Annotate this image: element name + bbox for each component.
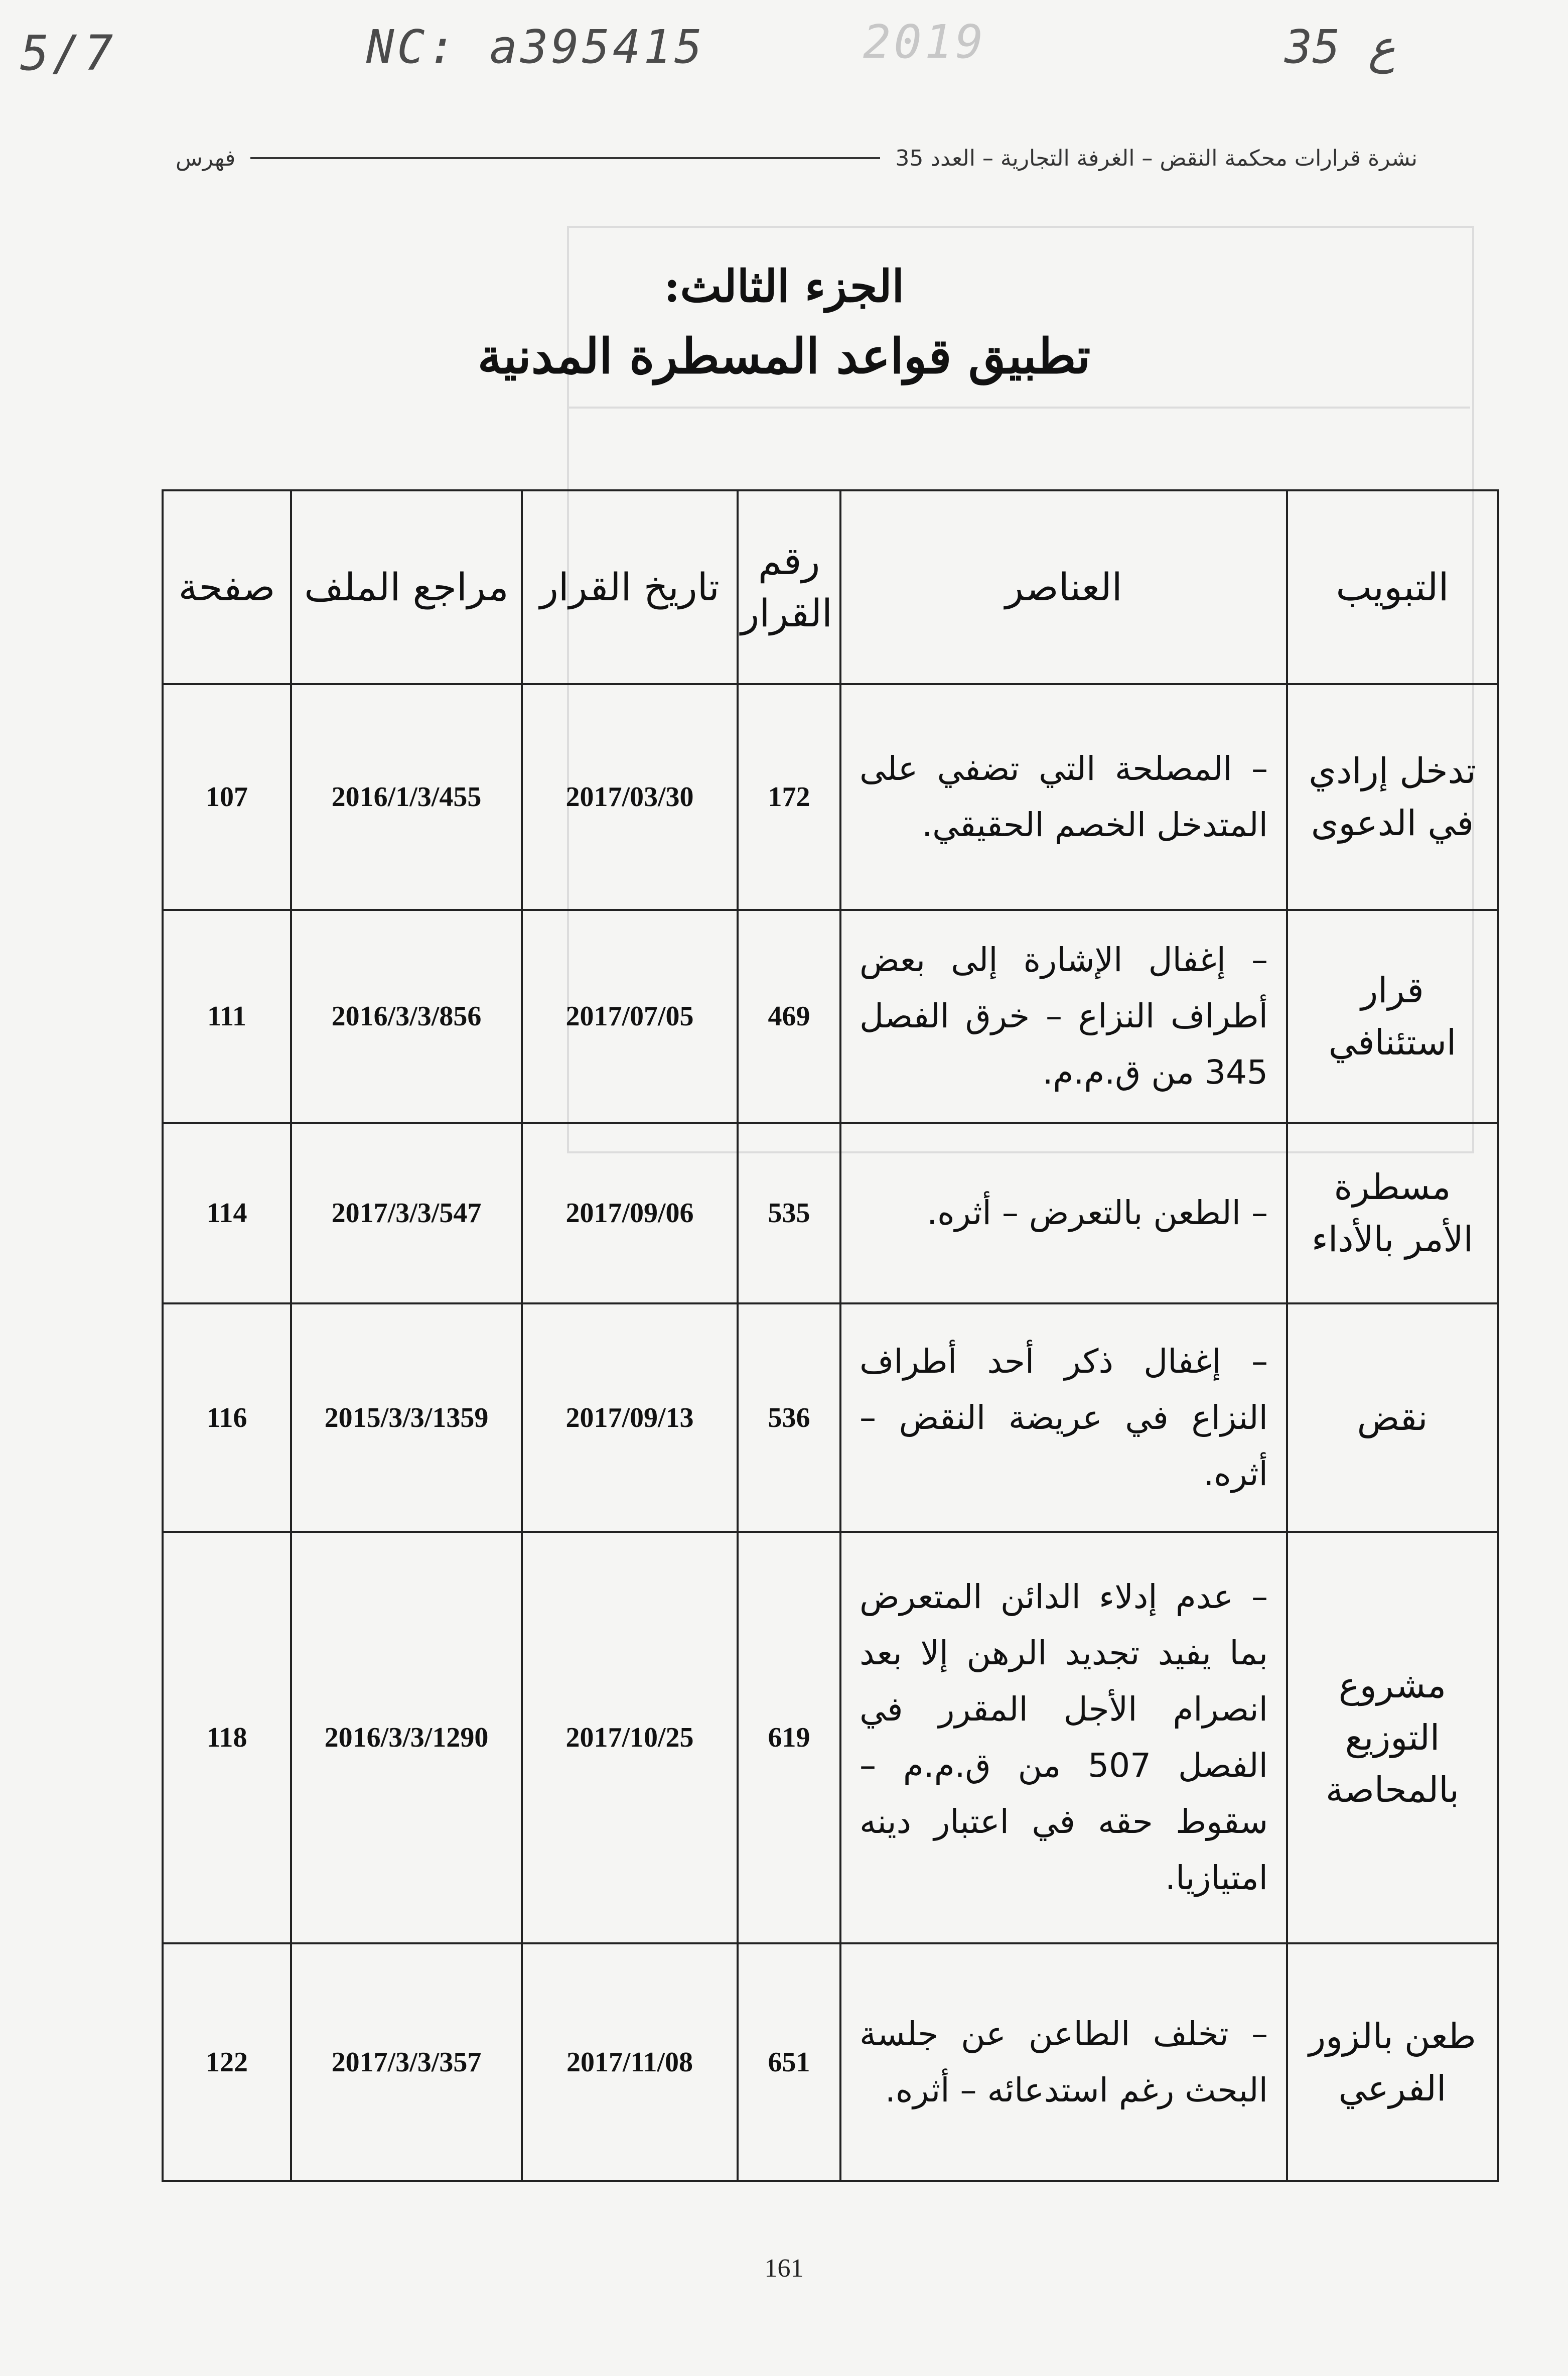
row-category: مسطرة الأمر بالأداء: [1287, 1123, 1498, 1303]
row-page: 114: [163, 1123, 291, 1303]
handwritten-issue-code: ع 35: [1285, 20, 1396, 74]
header-page: صفحة: [163, 490, 291, 684]
running-head: [176, 136, 1417, 181]
header-decision-number: رقم القرار: [738, 490, 840, 684]
row-page: 111: [163, 910, 291, 1123]
row-file-reference: 2016/3/3/856: [291, 910, 522, 1123]
row-decision-date: 2017/09/13: [522, 1303, 738, 1532]
row-file-reference: 2017/3/3/547: [291, 1123, 522, 1303]
row-category: نقض: [1287, 1303, 1498, 1532]
row-decision-date: 2017/10/25: [522, 1532, 738, 1943]
row-elements: – عدم إدلاء الدائن المتعرض بما يفيد تجديد الرهن إلا بعد انصرام الأجل المقرر في الفصل 507 من ق.م.م – سقوط حقه في اعتبار دينه امتيازيا.: [840, 1532, 1287, 1943]
header-decision-date: تاريخ القرار: [522, 490, 738, 684]
page-number: 161: [764, 2254, 804, 2283]
row-category: طعن بالزور الفرعي: [1287, 1943, 1498, 2181]
row-decision-number: 469: [738, 910, 840, 1123]
title-block: [0, 253, 1568, 394]
row-decision-number: 619: [738, 1532, 840, 1943]
table-header-row: [163, 490, 1498, 684]
table-row: [163, 1532, 1498, 1943]
row-decision-date: 2017/09/06: [522, 1123, 738, 1303]
row-elements: – الطعن بالتعرض – أثره.: [840, 1123, 1287, 1303]
row-category: تدخل إرادي في الدعوى: [1287, 684, 1498, 910]
row-elements: – تخلف الطاعن عن جلسة البحث رغم استدعائه – أثره.: [840, 1943, 1287, 2181]
handwritten-year: 2019: [863, 15, 986, 69]
row-decision-number: 651: [738, 1943, 840, 2181]
row-category: مشروع التوزيع بالمحاصة: [1287, 1532, 1498, 1943]
table-row: [163, 910, 1498, 1123]
handwritten-nc-code: NC: a395415: [366, 20, 705, 74]
row-page: 122: [163, 1943, 291, 2181]
row-elements: – إغفال ذكر أحد أطراف النزاع في عريضة النقض – أثره.: [840, 1303, 1287, 1532]
row-elements: – إغفال الإشارة إلى بعض أطراف النزاع – خرق الفصل 345 من ق.م.م.: [840, 910, 1287, 1123]
header-file-reference: مراجع الملف: [291, 490, 522, 684]
running-head-rule: [250, 157, 880, 159]
row-page: 118: [163, 1532, 291, 1943]
row-decision-number: 535: [738, 1123, 840, 1303]
row-decision-number: 536: [738, 1303, 840, 1532]
row-decision-date: 2017/07/05: [522, 910, 738, 1123]
table-row: [163, 1123, 1498, 1303]
index-table: [162, 489, 1499, 2182]
header-category: التبويب: [1287, 490, 1498, 684]
table-row: [163, 1943, 1498, 2181]
row-decision-number: 172: [738, 684, 840, 910]
table-row: [163, 684, 1498, 910]
row-page: 116: [163, 1303, 291, 1532]
header-elements: العناصر: [840, 490, 1287, 684]
running-head-section: فهرس: [176, 145, 236, 171]
row-file-reference: 2017/3/3/357: [291, 1943, 522, 2181]
part-subtitle: تطبيق قواعد المسطرة المدنية: [477, 328, 1091, 384]
row-elements: – المصلحة التي تضفي على المتدخل الخصم الحقيقي.: [840, 684, 1287, 910]
row-decision-date: 2017/11/08: [522, 1943, 738, 2181]
row-category: قرار استئنافي: [1287, 910, 1498, 1123]
handwritten-page-fraction: 5/7: [20, 25, 116, 81]
row-decision-date: 2017/03/30: [522, 684, 738, 910]
running-head-publication: نشرة قرارات محكمة النقض – الغرفة التجارية – العدد 35: [895, 145, 1417, 171]
table-row: [163, 1303, 1498, 1532]
part-title: الجزء الثالث:: [664, 260, 904, 312]
row-file-reference: 2016/1/3/455: [291, 684, 522, 910]
row-file-reference: 2015/3/3/1359: [291, 1303, 522, 1532]
row-file-reference: 2016/3/3/1290: [291, 1532, 522, 1943]
row-page: 107: [163, 684, 291, 910]
